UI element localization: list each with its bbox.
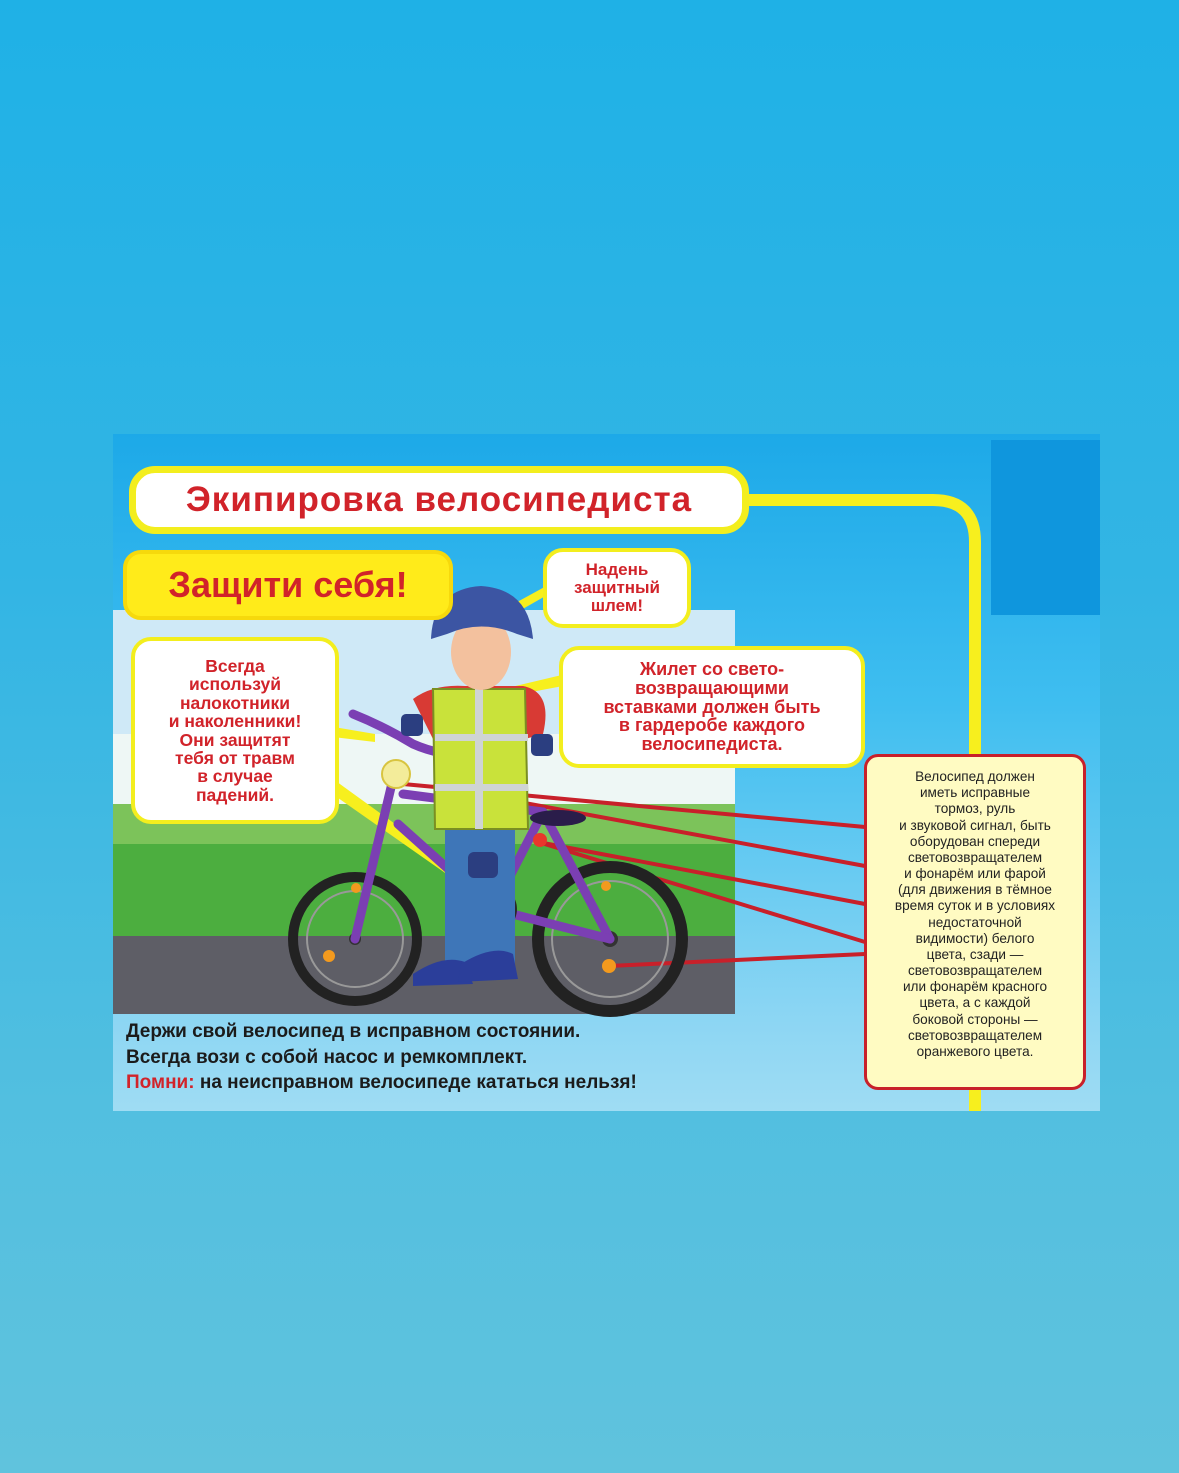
front-reflector — [382, 760, 410, 788]
helmet-note: Надень защитный шлем! — [543, 548, 691, 628]
rear-light — [533, 833, 547, 847]
vest-note: Жилет со свето- возвращающими вставками должен быть в гардеробе каждого велосипедиста. — [559, 646, 865, 768]
rear-orange-reflector — [602, 959, 616, 973]
bike-seat — [530, 810, 586, 826]
footer-line-1: Держи свой велосипед в исправном состоянии. — [126, 1021, 581, 1042]
footer-warning-text: на неисправном велосипеде кататься нельзя! — [194, 1072, 637, 1094]
poster-footer — [126, 1019, 826, 1096]
elbow-pad-left — [401, 714, 423, 736]
front-orange-reflector — [323, 950, 335, 962]
footer-line-3 — [126, 1070, 826, 1096]
knee-pad — [468, 852, 498, 878]
footer-line-2: Всегда вози с собой насос и ремкомплект. — [126, 1046, 528, 1068]
poster-title: Экипировка велосипедиста — [129, 466, 749, 534]
pads-note: Всегда используй налокотники и наколенники! Они защитят тебя от травм в случае падений. — [131, 637, 339, 824]
safety-poster — [113, 434, 1100, 1111]
poster-slogan: Защити себя! — [123, 550, 453, 620]
jeans — [445, 824, 515, 969]
blue-side-block — [991, 440, 1100, 615]
bike-requirements-note: Велосипед должен иметь исправные тормоз, руль и звуковой сигнал, быть оборудован спереди световозвращателем и фонарём или фарой (для движения в тёмное время суток и в условиях недостаточной видимости) белого цвета, сзади — световозвращателем или фонарём красного цвета, а с каждой боковой стороны — световозвращателем оранжевого цвета. — [864, 754, 1086, 1090]
footer-remember-label: Помни: — [126, 1072, 195, 1094]
elbow-pad-right — [531, 734, 553, 756]
